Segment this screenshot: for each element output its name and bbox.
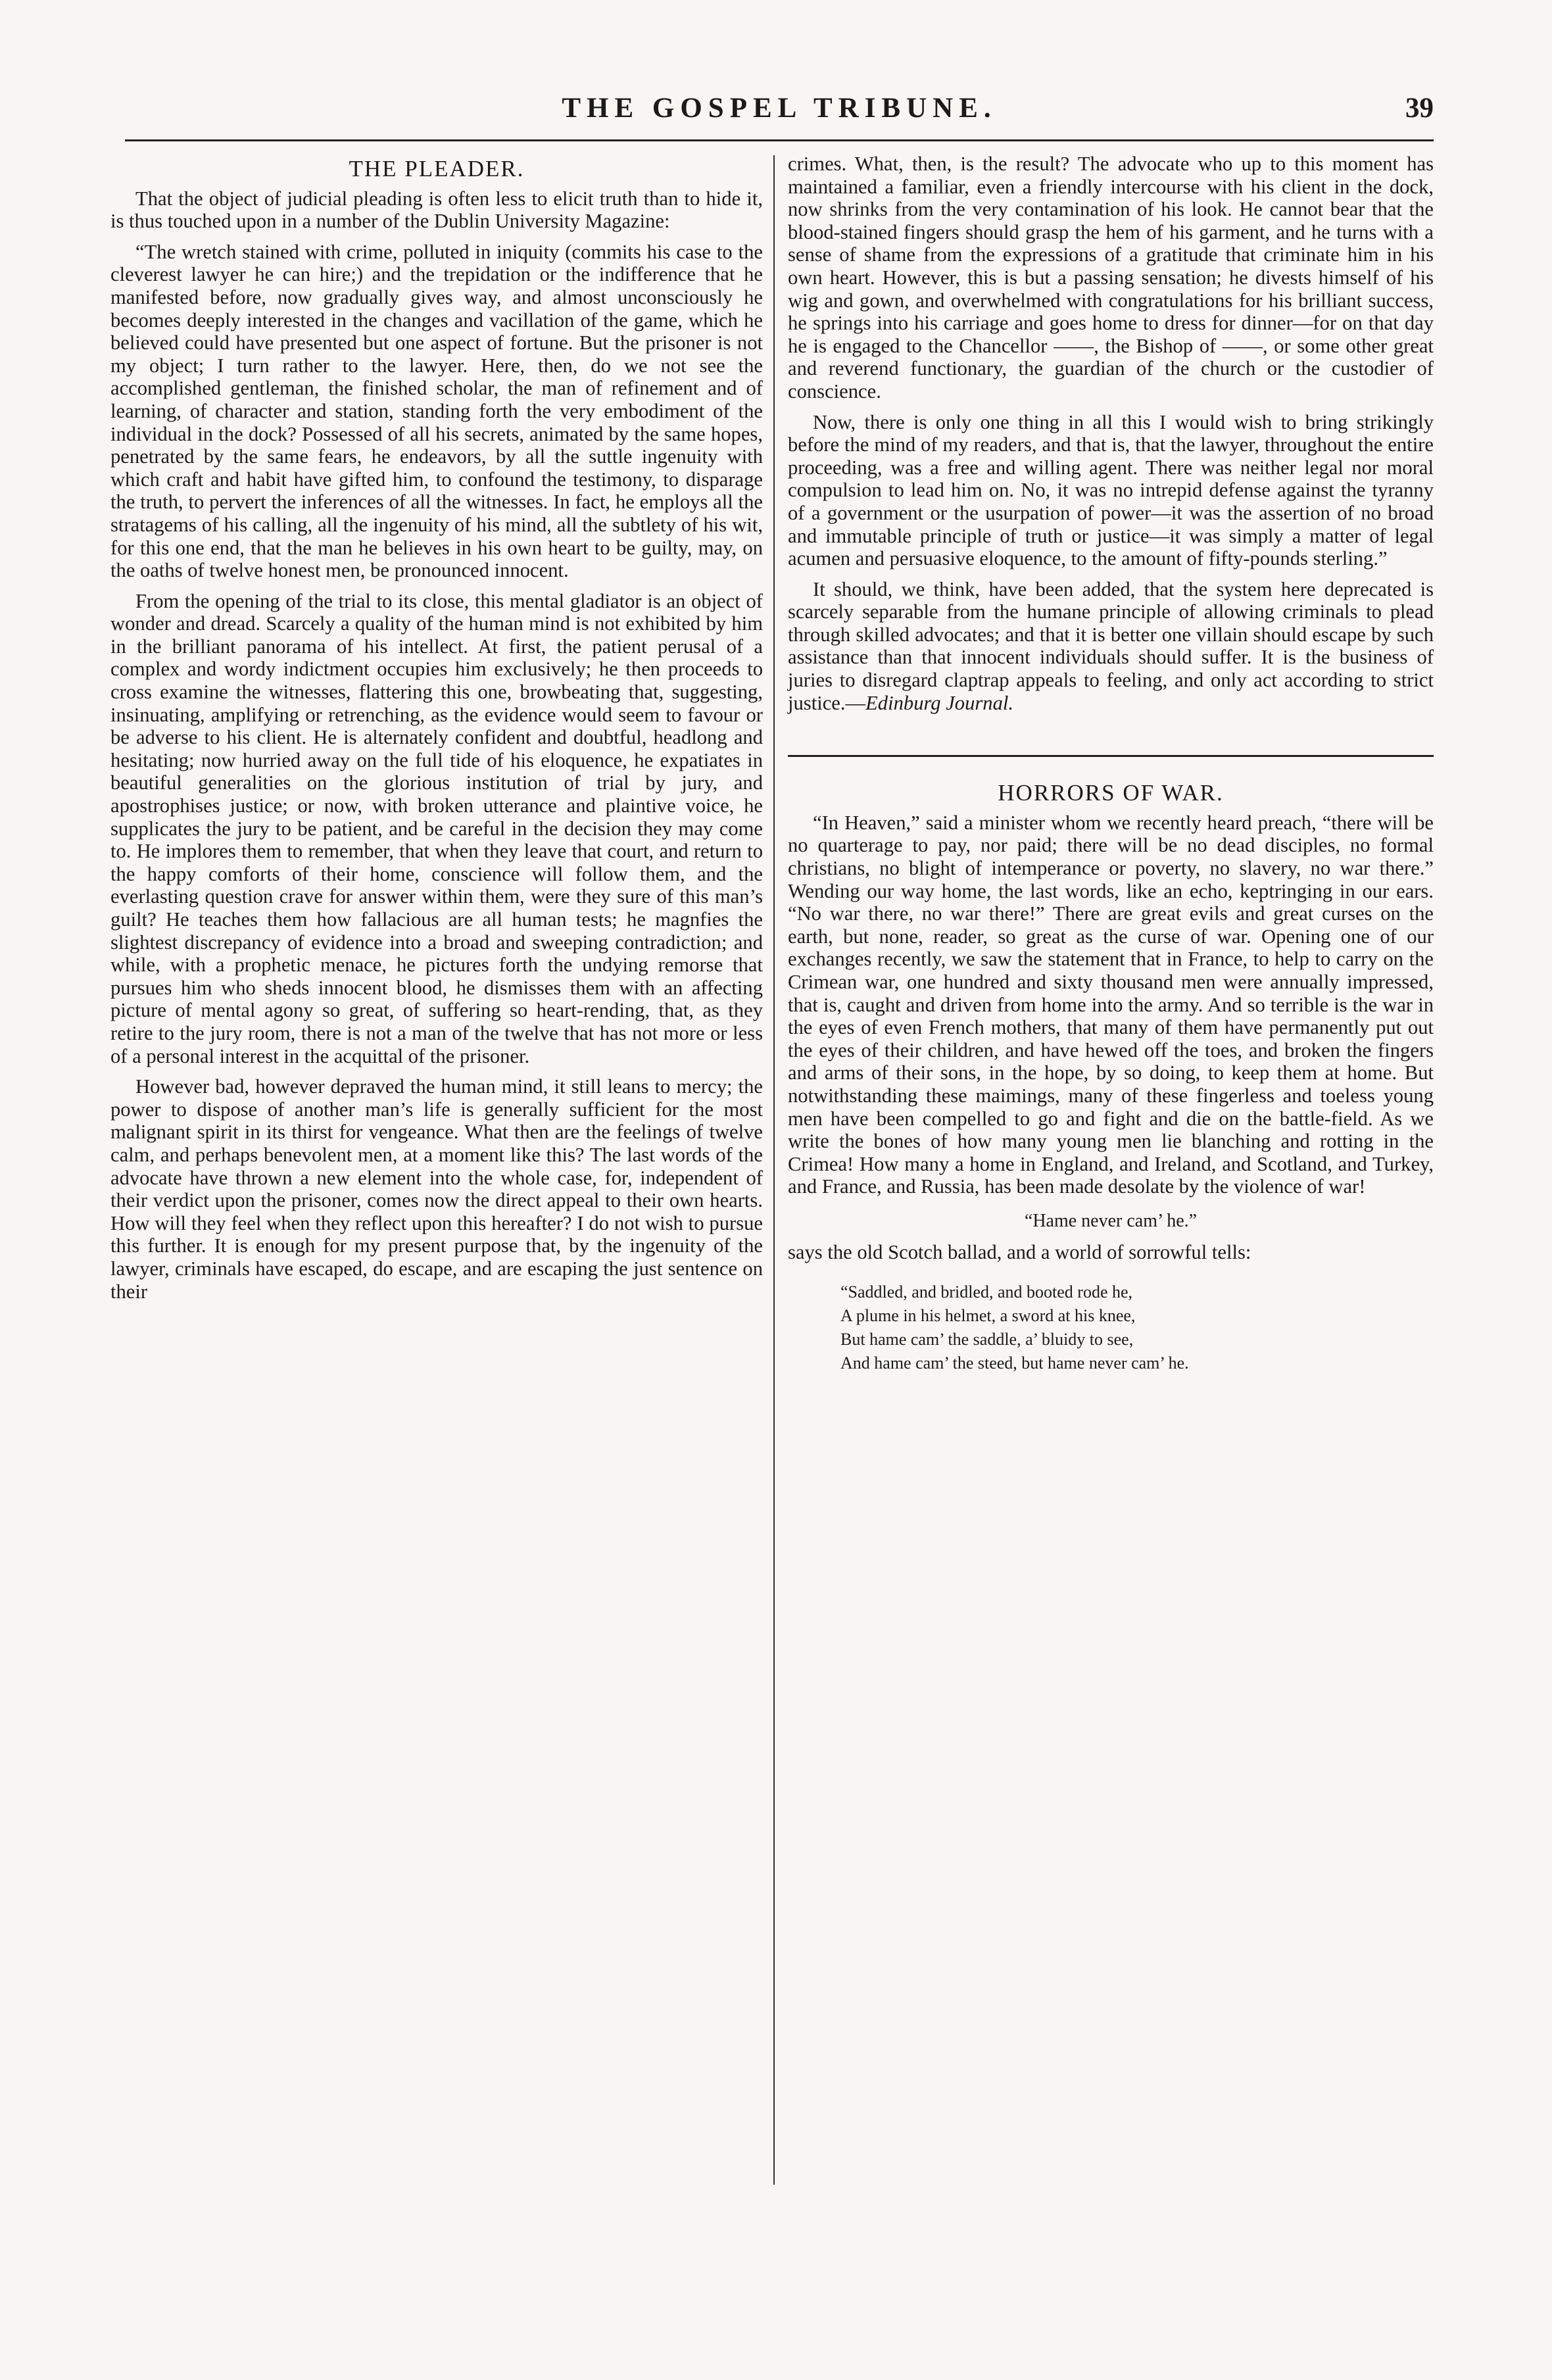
paragraph-closing xyxy=(788,578,1434,715)
column-divider xyxy=(773,155,775,2185)
left-column xyxy=(110,153,763,1311)
ballad-heading: “Hame never cam’ he.” xyxy=(1024,1210,1198,1231)
page-header xyxy=(125,91,1434,141)
paragraph: However bad, however depraved the human mind, it still leans to mercy; the power to dispose of another man’s life is generally sufficient for the most malignant spirit in its thirst for vengeance. What then are the feelings of twelve calm, and perhaps benevolent men, at a moment like this? The last words of the advocate have thrown a new element into the whole case, for, independent of their verdict upon the prisoner, comes now the direct appeal to their own hearts. How will they feel when they reflect upon this hereafter? I do not wish to pursue this further. It is enough for my present purpose that, by the ingenuity of the lawyer, criminals have escaped, do escape, and are escaping the just sentence on their xyxy=(110,1075,763,1303)
page-number: 39 xyxy=(1405,93,1434,124)
paragraph-continued: crimes. What, then, is the result? The advocate who up to this moment has maintained a familiar, even a friendly intercourse with his client in the dock, now shrinks from the very contamination of his look. He cannot bear that the blood-stained fingers should grasp the hem of his garment, and he turns with a sense of shame from the expressions of a gratitude that criminate him in his own heart. However, this is but a passing sensation; he divests himself of his wig and gown, and overwhelmed with congratulations for his brilliant success, he springs into his carriage and goes home to dress for dinner—for on that day he is engaged to the Chancellor ——, the Bishop of ——, or some other great and reverend functionary, the guardian of the church or the custodier of conscience. xyxy=(788,153,1434,402)
right-column xyxy=(788,153,1434,1375)
verse-line: And hame cam’ the steed, but hame never cam’ he. xyxy=(840,1353,1189,1373)
closing-text: It should, we think, have been added, that the system here deprecated is scarcely separable from the humane principle of allowing criminals to plead through skilled advocates; and that it is better one villain should escape by such assistance than that innocent individuals should suffer. It is the business of juries to disregard claptrap appeals to feeling, and only act according to strict justice.— xyxy=(788,577,1434,714)
paragraph: “The wretch stained with crime, polluted in iniquity (commits his case to the cleverest lawyer he can hire;) and the trepidation or the indifference that he manifested before, now gradually gives way, and almost unconsciously he becomes deeply interested in the changes and vacillation of the game, which he believed could have presented but one aspect of fortune. But the prisoner is not my object; I turn rather to the lawyer. Here, then, do we not see the accomplished gentleman, the finished scholar, the man of refinement and of learning, of character and station, standing forth the very embodiment of the individual in the dock? Possessed of all his secrets, animated by the same hopes, penetrated by the same fears, he endeavors, by all the suttle ingenuity with which craft and habit have gifted him, to confound the testimony, to disparage the truth, to pervert the inferences of all the witnesses. In fact, he employs all the stratagems of his calling, all the ingenuity of his mind, all the subtlety of his wit, for this one end, that the man he believes in his own heart to be guilty, may, on the oaths of twelve honest men, be pronounced innocent. xyxy=(110,240,763,582)
article-title-horrors: HORRORS OF WAR. xyxy=(998,780,1224,806)
source-citation: Edinburg Journal. xyxy=(865,691,1014,714)
verse-line: A plume in his helmet, a sword at his knee, xyxy=(840,1306,1136,1326)
article-title-pleader: THE PLEADER. xyxy=(349,156,525,182)
section-divider xyxy=(788,755,1434,757)
verse-line: But hame cam’ the saddle, a’ bluidy to see, xyxy=(840,1330,1134,1349)
paragraph: From the opening of the trial to its close, this mental gladiator is an object of wonder and dread. Scarcely a quality of the human mind is not exhibited by him in the brilliant panorama of his intellect. At first, the patient perusal of a complex and wordy indictment occupies him exclusively; he then proceeds to cross examine the witnesses, flattering this one, browbeating that, suggesting, insinuating, amplifying or retrenching, as the evidence would seem to favour or be adverse to his client. He is alternately confident and doubtful, headlong and hesitating; now hurried away on the full tide of his eloquence, he expatiates in beautiful generalities on the glorious institution of trial by jury, and apostrophises justice; or now, with broken utterance and plaintive voice, he supplicates the jury to be patient, and be careful in the decision they may come to. He implores them to remember, that when they leave that court, and return to the happy comforts of their home, conscience will follow them, and the everlasting question crave for answer within them, were they sure of this man’s guilt? He teaches them how fallacious are all human tests; he magnfies the slightest discrepancy of evidence into a broad and sweeping contradiction; and while, with a prophetic menace, he pictures forth the undying remorse that pursues him who sheds innocent blood, he dismisses them with an affecting picture of mental agony so great, of suffering so heart-rending, that, as they retire to the jury room, there is not a man of the twelve that has not more or less of a personal interest in the acquittal of the prisoner. xyxy=(110,589,763,1067)
paragraph: That the object of judicial pleading is often less to elicit truth than to hide it, is thus touched upon in a number of the Dublin University Magazine: xyxy=(110,187,763,233)
ballad-intro: says the old Scotch ballad, and a world of sorrowful tells: xyxy=(788,1240,1251,1263)
paragraph: “In Heaven,” said a minister whom we recently heard preach, “there will be no quarterage to pay, nor paid; there will be no dead disciples, no formal christians, no blight of intemperance or poverty, no slavery, no war there.” Wending our way home, the last words, like an echo, keptringing in our ears. “No war there, no war there!” There are great evils and great curses on the earth, but none, reader, so great as the curse of war. Opening one of our exchanges recently, we saw the statement that in France, to help to carry on the Crimean war, one hundred and sixty thousand men were annually impressed, that is, caught and driven from home into the army. And so terrible is the war in the eyes of even French mothers, that many of them have permanently put out the eyes of their children, and have hewed off the toes, and broken the fingers and arms of their sons, in the hope, by so doing, to keep them at home. But notwithstanding these maimings, many of these fingerless and toeless young men have been compelled to go and fight and die on the battle-field. As we write the bones of how many young men lie blanching and rotting in the Crimea! How many a home in England, and Ireland, and Scotland, and Turkey, and France, and Russia, has been made desolate by the violence of war! xyxy=(788,811,1434,1198)
ballad-verse xyxy=(840,1280,1434,1375)
verse-line: “Saddled, and bridled, and booted rode he, xyxy=(840,1282,1133,1302)
paragraph: Now, there is only one thing in all this I would wish to bring strikingly before the mind of my readers, and that is, that the lawyer, throughout the entire proceeding, was a free and willing agent. There was neither legal nor moral compulsion to lead him on. No, it was no intrepid defense against the tyranny of a government or the usurpation of power—it was the assertion of no broad and immutable principle of truth or justice—it was simply a matter of legal acumen and persuasive eloquence, to the amount of fifty-pounds sterling.” xyxy=(788,410,1434,570)
publication-title: THE GOSPEL TRIBUNE. xyxy=(562,93,997,124)
